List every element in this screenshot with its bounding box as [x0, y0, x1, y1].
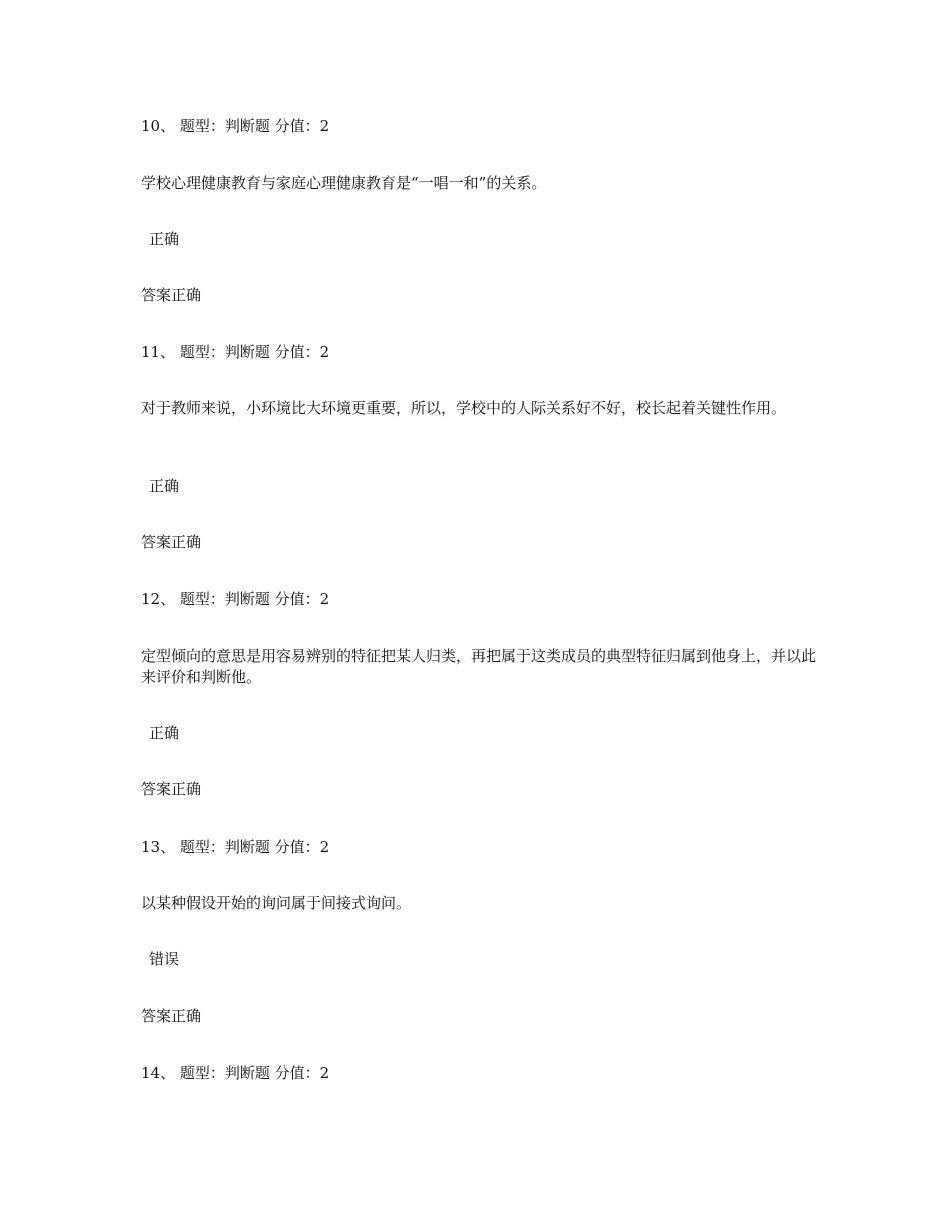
- question-text: 学校心理健康教育与家庭心理健康教育是“一唱一和”的关系。: [141, 174, 547, 192]
- question-text: 定型倾向的意思是用容易辨别的特征把某人归类，再把属于这类成员的典型特征归属到他身上，并以此来评价和判断他。: [141, 647, 817, 686]
- question-header: 13、 题型：判断题 分值：2: [141, 838, 330, 856]
- question-option: 正确: [149, 230, 180, 248]
- question-option: 正确: [149, 477, 180, 495]
- question-header: 11、 题型：判断题 分值：2: [141, 343, 330, 361]
- question-header: 10、 题型：判断题 分值：2: [141, 117, 330, 135]
- question-option: 正确: [149, 724, 180, 742]
- question-answer: 答案正确: [141, 780, 202, 798]
- question-header: 14、 题型：判断题 分值：2: [141, 1064, 330, 1082]
- question-answer: 答案正确: [141, 1007, 202, 1025]
- question-answer: 答案正确: [141, 533, 202, 551]
- question-header: 12、 题型：判断题 分值：2: [141, 590, 330, 608]
- question-answer: 答案正确: [141, 286, 202, 304]
- question-option: 错误: [149, 950, 180, 968]
- question-text: 以某种假设开始的询问属于间接式询问。: [141, 894, 412, 912]
- question-text: 对于教师来说，小环境比大环境更重要，所以，学校中的人际关系好不好，校长起着关键性作用。: [141, 399, 787, 417]
